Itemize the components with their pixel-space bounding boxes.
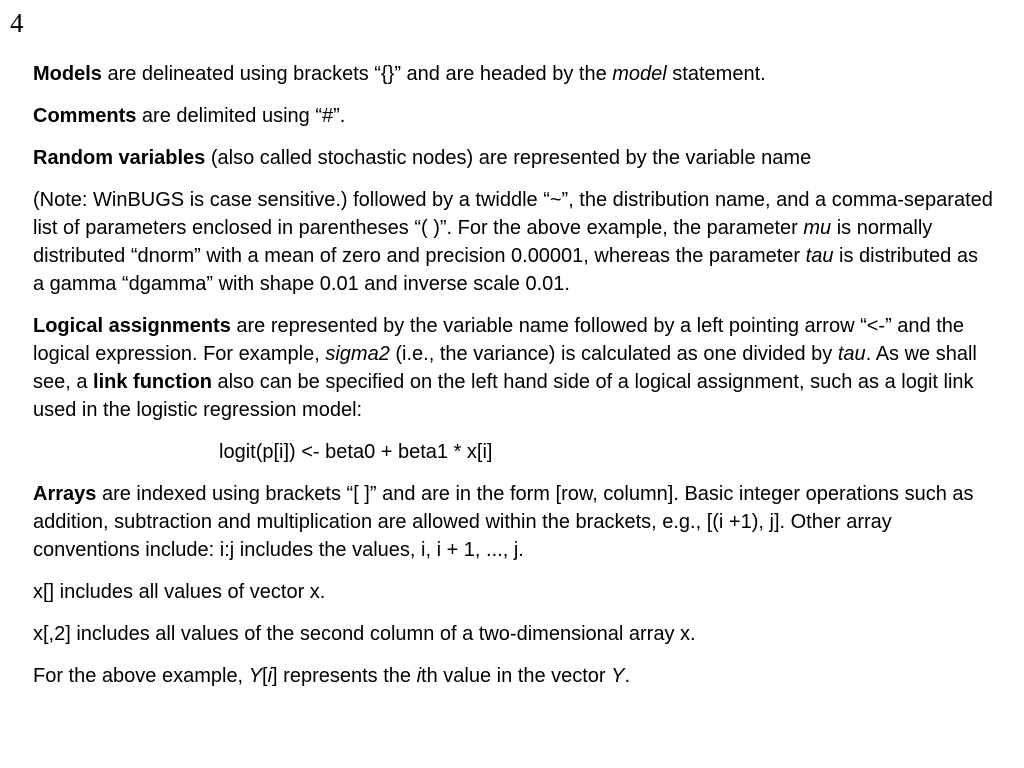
models-text-1: are delineated using brackets “{}” and are headed by the: [101, 63, 613, 85]
logical-text-1: are represented by the variable name followed by a left pointing arrow “<-” and the logical expression. For example,: [33, 315, 965, 365]
logical-emphasis-sigma2: sigma2: [325, 343, 390, 365]
slide-content: [33, 60, 993, 704]
note-text-2: is normally distributed “dnorm” with a mean of zero and precision 0.00001, whereas the parameter: [33, 217, 933, 267]
logical-text-4: also can be specified on the left hand side of a logical assignment, such as a logit link used in the logistic regression model:: [33, 371, 974, 421]
example-emphasis-i: i: [267, 665, 273, 687]
models-term: Models: [33, 63, 102, 85]
arrays-text: are indexed using brackets “[ ]” and are in the form [row, column]. Basic integer operations such as addition, subtraction and multiplication are allowed within the brackets, e.g., [(i +1), j]. Other array conventions include: i:j includes the values, i, i + 1, ..., j.: [33, 483, 974, 561]
note-emphasis-mu: mu: [803, 217, 832, 239]
models-text-2: statement.: [666, 63, 766, 85]
page-number: 4: [10, 8, 24, 38]
column-values-line: x[,2] includes all values of the second column of a two-dimensional array x.: [33, 623, 696, 645]
code-example: logit(p[i]) <- beta0 + beta1 * x[i]: [219, 441, 493, 463]
vector-all-values-line: x[] includes all values of vector x.: [33, 581, 326, 603]
note-text-3: is distributed as a gamma “dgamma” with shape 0.01 and inverse scale 0.01.: [33, 245, 978, 295]
logical-assignments-paragraph: [33, 312, 993, 424]
arrays-term: Arrays: [33, 483, 97, 505]
comments-term: Comments: [33, 105, 137, 127]
example-text-2: [: [262, 665, 268, 687]
example-text-3: ] represents the: [272, 665, 417, 687]
logical-text-3: . As we shall see, a: [33, 343, 977, 393]
comments-text: are delimited using “#”.: [136, 105, 346, 127]
random-variables-paragraph: [33, 144, 993, 172]
note-emphasis-tau: tau: [805, 245, 834, 267]
example-text-4: th value in the vector: [421, 665, 612, 687]
models-emphasis: model: [612, 63, 667, 85]
random-variables-term: Random variables: [33, 147, 206, 169]
note-text-1: (Note: WinBUGS is case sensitive.) followed by a twiddle “~”, the distribution name, and a comma-separated list of parameters enclosed in parentheses “( )”. For the above example, the parameter: [33, 189, 993, 239]
example-emphasis-Y-vector: Y: [611, 665, 625, 687]
models-paragraph: [33, 60, 993, 88]
example-text-5: .: [624, 665, 631, 687]
example-emphasis-ith: i: [416, 665, 422, 687]
comments-paragraph: [33, 102, 993, 130]
example-line: [33, 662, 993, 690]
logical-assignments-term: Logical assignments: [33, 315, 231, 337]
example-emphasis-Y: Y: [248, 665, 263, 687]
random-variables-text: (also called stochastic nodes) are represented by the variable name: [205, 147, 812, 169]
logical-emphasis-tau: tau: [837, 343, 866, 365]
example-text-1: For the above example,: [33, 665, 249, 687]
link-function-term: link function: [93, 371, 212, 393]
arrays-paragraph: [33, 480, 993, 564]
logical-text-2: (i.e., the variance) is calculated as one divided by: [389, 343, 838, 365]
note-paragraph: [33, 186, 993, 298]
